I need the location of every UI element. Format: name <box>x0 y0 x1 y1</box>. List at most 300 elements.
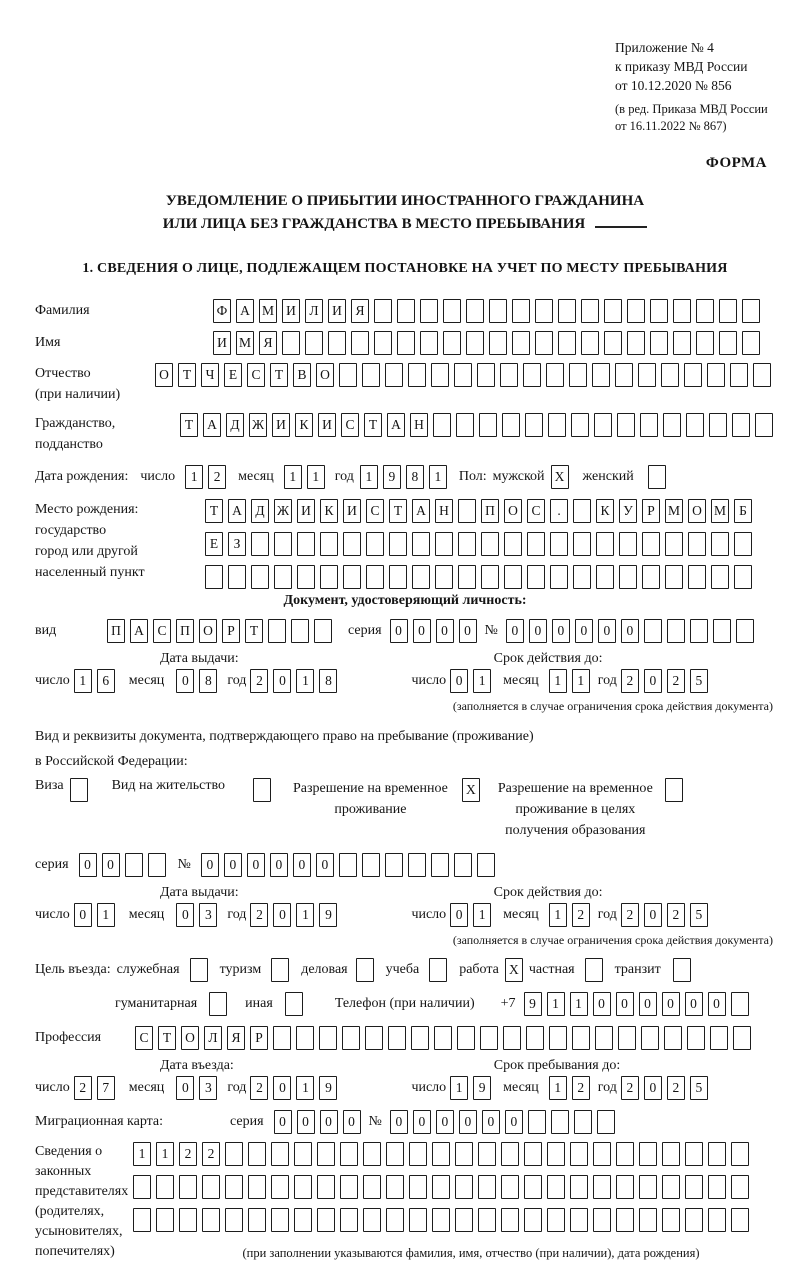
char-cell <box>524 1175 542 1199</box>
char-cell <box>650 299 668 323</box>
char-cell <box>535 331 553 355</box>
char-cell <box>546 363 564 387</box>
char-cell <box>550 565 568 589</box>
char-cell <box>248 1142 266 1166</box>
purpose-transit-checkbox <box>673 958 691 982</box>
char-cell: И <box>272 413 290 437</box>
char-cell: Е <box>205 532 223 556</box>
char-cell <box>685 1175 703 1199</box>
residence-expiry-year-cells <box>621 903 708 927</box>
birth-year-label: год <box>334 469 354 484</box>
char-cell: 1 <box>473 669 491 693</box>
char-cell: 0 <box>459 619 477 643</box>
temp-permit-label: Разрешение на временное проживание <box>292 781 448 817</box>
char-cell: 0 <box>708 992 726 1016</box>
phone-prefix: +7 <box>500 996 516 1011</box>
char-cell <box>340 1208 358 1232</box>
char-cell <box>456 413 474 437</box>
char-cell: К <box>295 413 313 437</box>
char-cell <box>409 1142 427 1166</box>
char-cell <box>504 565 522 589</box>
char-cell <box>351 331 369 355</box>
char-cell <box>619 565 637 589</box>
char-cell <box>512 299 530 323</box>
char-cell: 0 <box>316 853 334 877</box>
birth-day-cells <box>185 465 226 489</box>
char-cell <box>457 1026 475 1050</box>
purpose-business-label: служебная <box>116 962 180 977</box>
purpose-work-label: работа <box>459 962 499 977</box>
char-cell <box>320 532 338 556</box>
char-cell <box>685 1208 703 1232</box>
char-cell: М <box>236 331 254 355</box>
blank-underline <box>595 212 647 228</box>
char-cell: 2 <box>250 669 268 693</box>
given-name-label: Имя <box>35 335 61 350</box>
char-cell: Ж <box>249 413 267 437</box>
char-cell <box>297 532 315 556</box>
char-cell: 0 <box>270 853 288 877</box>
char-cell: Т <box>178 363 196 387</box>
char-cell: О <box>316 363 334 387</box>
identity-expiry-day-label: число <box>411 673 447 688</box>
char-cell <box>432 1142 450 1166</box>
char-cell <box>481 532 499 556</box>
patronymic-cells <box>155 363 771 387</box>
char-cell <box>435 565 453 589</box>
char-cell: 0 <box>505 1110 523 1134</box>
char-cell: 1 <box>296 1076 314 1100</box>
char-cell <box>585 958 603 982</box>
char-cell: 1 <box>549 903 567 927</box>
char-cell: 5 <box>690 1076 708 1100</box>
purpose-tourism-checkbox <box>271 958 289 982</box>
residence-date-labels <box>35 885 775 901</box>
char-cell <box>248 1208 266 1232</box>
char-cell <box>638 363 656 387</box>
residence-expiry-note: (заполняется в случае ограничения срока действия документа) <box>452 933 773 947</box>
char-cell <box>604 299 622 323</box>
char-cell <box>734 565 752 589</box>
char-cell: Е <box>224 363 242 387</box>
char-cell: 2 <box>208 465 226 489</box>
char-cell: О <box>199 619 217 643</box>
profession-row <box>35 1026 775 1050</box>
char-cell <box>477 853 495 877</box>
char-cell <box>271 1208 289 1232</box>
char-cell <box>225 1208 243 1232</box>
purpose-other-checkbox <box>285 992 303 1016</box>
char-cell <box>548 413 566 437</box>
char-cell <box>639 1175 657 1199</box>
identity-expiry-month-label: месяц <box>503 673 539 688</box>
char-cell: Л <box>305 299 323 323</box>
given-name-cells <box>213 331 760 355</box>
char-cell <box>70 778 88 802</box>
char-cell <box>125 853 143 877</box>
citizenship-row <box>35 413 775 455</box>
char-cell: А <box>130 619 148 643</box>
char-cell <box>431 363 449 387</box>
char-cell <box>374 299 392 323</box>
char-cell <box>251 532 269 556</box>
char-cell <box>673 958 691 982</box>
char-cell <box>524 1208 542 1232</box>
char-cell <box>571 413 589 437</box>
char-cell <box>366 532 384 556</box>
char-cell <box>733 1026 751 1050</box>
char-cell: М <box>711 499 729 523</box>
char-cell: 2 <box>179 1142 197 1166</box>
char-cell <box>616 1175 634 1199</box>
migration-series-cells <box>274 1110 361 1134</box>
birth-place-cells-row1 <box>205 499 752 523</box>
char-cell <box>665 778 683 802</box>
sex-female-label: женский <box>582 469 634 484</box>
char-cell: 0 <box>176 1076 194 1100</box>
document-title-line1: УВЕДОМЛЕНИЕ О ПРИБЫТИИ ИНОСТРАННОГО ГРАЖДАНИНА <box>165 193 645 209</box>
char-cell <box>665 565 683 589</box>
char-cell <box>455 1142 473 1166</box>
char-cell <box>644 619 662 643</box>
citizenship-cells <box>180 413 773 437</box>
char-cell <box>547 1175 565 1199</box>
char-cell <box>386 1142 404 1166</box>
char-cell <box>713 619 731 643</box>
edu-permit-label: Разрешение на временное проживание в целях получения образования <box>497 781 653 838</box>
birth-date-label: Дата рождения: <box>35 469 129 484</box>
char-cell: . <box>550 499 568 523</box>
char-cell <box>504 532 522 556</box>
char-cell: Я <box>227 1026 245 1050</box>
entry-year-cells <box>250 1076 337 1100</box>
char-cell: Т <box>364 413 382 437</box>
char-cell <box>248 1175 266 1199</box>
char-cell <box>317 1208 335 1232</box>
char-cell <box>501 1208 519 1232</box>
char-cell <box>597 1110 615 1134</box>
char-cell: 3 <box>199 1076 217 1100</box>
char-cell: 1 <box>133 1142 151 1166</box>
char-cell <box>454 363 472 387</box>
char-cell <box>558 331 576 355</box>
char-cell: 9 <box>473 1076 491 1100</box>
char-cell: 1 <box>547 992 565 1016</box>
char-cell <box>593 1208 611 1232</box>
char-cell: 9 <box>524 992 542 1016</box>
visa-label: Виза <box>35 778 64 793</box>
char-cell: 1 <box>360 465 378 489</box>
char-cell <box>133 1208 151 1232</box>
residence-issue-label: Дата выдачи: <box>160 885 239 900</box>
char-cell <box>273 1026 291 1050</box>
char-cell <box>363 1175 381 1199</box>
char-cell: И <box>318 413 336 437</box>
char-cell <box>547 1208 565 1232</box>
char-cell: 0 <box>293 853 311 877</box>
char-cell <box>616 1208 634 1232</box>
residence-number-label: № <box>177 857 191 872</box>
char-cell: 0 <box>459 1110 477 1134</box>
char-cell <box>294 1175 312 1199</box>
identity-issue-label: Дата выдачи: <box>160 651 239 666</box>
char-cell <box>296 1026 314 1050</box>
char-cell <box>133 1175 151 1199</box>
identity-dates-row <box>35 669 775 693</box>
char-cell: 2 <box>621 669 639 693</box>
char-cell <box>512 331 530 355</box>
char-cell: 1 <box>307 465 325 489</box>
char-cell: 0 <box>685 992 703 1016</box>
char-cell <box>455 1208 473 1232</box>
temp-permit-checkbox <box>462 778 480 802</box>
sex-label: Пол: <box>458 469 487 484</box>
char-cell: О <box>504 499 522 523</box>
char-cell <box>526 1026 544 1050</box>
representatives-cells-row1 <box>133 1142 749 1166</box>
char-cell <box>420 331 438 355</box>
char-cell: О <box>181 1026 199 1050</box>
char-cell: Т <box>245 619 263 643</box>
char-cell <box>388 1026 406 1050</box>
residence-permit-options-row <box>35 778 775 841</box>
char-cell <box>466 331 484 355</box>
char-cell <box>708 1142 726 1166</box>
char-cell <box>363 1142 381 1166</box>
char-cell: 0 <box>74 903 92 927</box>
char-cell: 0 <box>343 1110 361 1134</box>
char-cell <box>648 465 666 489</box>
residence-issue-month-label: месяц <box>128 907 165 922</box>
residence-issue-day-label: число <box>35 907 70 922</box>
char-cell <box>573 499 591 523</box>
purpose-study-label: учеба <box>385 962 420 977</box>
char-cell <box>478 1142 496 1166</box>
char-cell: 0 <box>639 992 657 1016</box>
representatives-block <box>35 1142 775 1262</box>
residence-doc-intro <box>35 724 775 774</box>
char-cell <box>711 532 729 556</box>
char-cell <box>386 1208 404 1232</box>
char-cell: 0 <box>413 619 431 643</box>
char-cell: X <box>462 778 480 802</box>
char-cell <box>432 1175 450 1199</box>
char-cell <box>731 1175 749 1199</box>
identity-series-label: серия <box>348 623 382 638</box>
char-cell <box>688 565 706 589</box>
char-cell <box>477 363 495 387</box>
char-cell <box>356 958 374 982</box>
char-cell: 2 <box>621 1076 639 1100</box>
migration-number-label: № <box>368 1114 382 1129</box>
migration-series-label: серия <box>230 1114 264 1129</box>
profession-label: Профессия <box>35 1030 102 1045</box>
representatives-cells-row2 <box>133 1175 749 1199</box>
entry-date-labels <box>35 1058 775 1074</box>
surname-row <box>35 299 775 323</box>
purpose-business-checkbox <box>190 958 208 982</box>
char-cell <box>271 1142 289 1166</box>
entry-month-cells <box>176 1076 217 1100</box>
char-cell <box>328 331 346 355</box>
char-cell: 0 <box>413 1110 431 1134</box>
char-cell <box>202 1208 220 1232</box>
char-cell <box>731 1208 749 1232</box>
char-cell <box>524 1142 542 1166</box>
residence-permit-checkbox <box>253 778 271 802</box>
birth-month-label: месяц <box>238 469 274 484</box>
char-cell: А <box>228 499 246 523</box>
char-cell <box>547 1142 565 1166</box>
char-cell <box>408 363 426 387</box>
char-cell <box>549 1026 567 1050</box>
purpose-commercial-checkbox <box>356 958 374 982</box>
char-cell <box>593 1175 611 1199</box>
char-cell: 1 <box>549 1076 567 1100</box>
identity-series-cells <box>390 619 477 643</box>
char-cell <box>458 565 476 589</box>
char-cell <box>386 1175 404 1199</box>
char-cell <box>501 1175 519 1199</box>
char-cell <box>314 619 332 643</box>
char-cell: 0 <box>662 992 680 1016</box>
char-cell: С <box>341 413 359 437</box>
char-cell <box>282 331 300 355</box>
char-cell <box>317 1142 335 1166</box>
purpose-row2-phone <box>35 992 775 1016</box>
char-cell <box>640 413 658 437</box>
char-cell: У <box>619 499 637 523</box>
migration-card-label: Миграционная карта: <box>35 1114 164 1129</box>
char-cell <box>594 413 612 437</box>
char-cell <box>294 1142 312 1166</box>
char-cell <box>732 413 750 437</box>
char-cell: 0 <box>644 1076 662 1100</box>
purpose-humanitarian-checkbox <box>209 992 227 1016</box>
char-cell <box>686 413 704 437</box>
char-cell <box>458 499 476 523</box>
char-cell <box>742 299 760 323</box>
char-cell: 0 <box>390 619 408 643</box>
identity-date-labels <box>35 651 775 667</box>
document-title-line2: ИЛИ ЛИЦА БЕЗ ГРАЖДАНСТВА В МЕСТО ПРЕБЫВАНИЯ <box>35 212 775 235</box>
birth-place-cells-row3 <box>205 565 752 589</box>
char-cell <box>708 1175 726 1199</box>
char-cell <box>274 565 292 589</box>
char-cell: 3 <box>199 903 217 927</box>
char-cell: С <box>135 1026 153 1050</box>
residence-expiry-month-cells <box>549 903 590 927</box>
identity-number-cells <box>506 619 754 643</box>
char-cell: И <box>343 499 361 523</box>
representatives-cells-row3 <box>133 1208 749 1232</box>
char-cell <box>435 532 453 556</box>
char-cell: 1 <box>429 465 447 489</box>
char-cell <box>271 958 289 982</box>
char-cell <box>343 565 361 589</box>
char-cell <box>148 853 166 877</box>
char-cell: 0 <box>482 1110 500 1134</box>
char-cell: 1 <box>284 465 302 489</box>
char-cell: 2 <box>572 903 590 927</box>
char-cell: 2 <box>572 1076 590 1100</box>
char-cell: Т <box>180 413 198 437</box>
char-cell <box>592 363 610 387</box>
char-cell <box>569 363 587 387</box>
char-cell <box>650 331 668 355</box>
char-cell <box>156 1208 174 1232</box>
char-cell <box>570 1175 588 1199</box>
char-cell: Р <box>250 1026 268 1050</box>
purpose-row <box>35 958 775 982</box>
char-cell <box>466 299 484 323</box>
char-cell <box>690 619 708 643</box>
char-cell: X <box>505 958 523 982</box>
char-cell <box>489 331 507 355</box>
char-cell <box>688 532 706 556</box>
char-cell <box>661 363 679 387</box>
birth-month-cells <box>284 465 325 489</box>
char-cell <box>596 532 614 556</box>
char-cell: З <box>228 532 246 556</box>
char-cell <box>455 1175 473 1199</box>
char-cell <box>397 331 415 355</box>
char-cell: Я <box>259 331 277 355</box>
char-cell <box>664 1026 682 1050</box>
char-cell <box>385 853 403 877</box>
char-cell <box>627 299 645 323</box>
identity-number-label: № <box>484 623 498 638</box>
char-cell <box>434 1026 452 1050</box>
char-cell <box>412 565 430 589</box>
char-cell <box>397 299 415 323</box>
char-cell <box>480 1026 498 1050</box>
char-cell: С <box>527 499 545 523</box>
char-cell <box>642 532 660 556</box>
char-cell <box>340 1142 358 1166</box>
char-cell: Д <box>251 499 269 523</box>
char-cell: Н <box>435 499 453 523</box>
migration-number-cells <box>390 1110 615 1134</box>
char-cell: 0 <box>390 1110 408 1134</box>
char-cell: 0 <box>247 853 265 877</box>
purpose-label: Цель въезда: <box>35 962 111 977</box>
char-cell <box>432 1208 450 1232</box>
char-cell <box>673 331 691 355</box>
char-cell: 0 <box>274 1110 292 1134</box>
char-cell: Н <box>410 413 428 437</box>
identity-issue-month-cells <box>176 669 217 693</box>
form-label: ФОРМА <box>705 155 767 171</box>
char-cell <box>342 1026 360 1050</box>
char-cell <box>730 363 748 387</box>
char-cell <box>297 565 315 589</box>
birth-place-cells-row2 <box>205 532 752 556</box>
char-cell <box>478 1208 496 1232</box>
char-cell: Р <box>222 619 240 643</box>
char-cell <box>374 331 392 355</box>
purpose-tourism-label: туризм <box>219 962 262 977</box>
section1-body <box>35 299 775 1262</box>
char-cell: И <box>328 299 346 323</box>
purpose-private-checkbox <box>585 958 603 982</box>
char-cell <box>454 853 472 877</box>
patronymic-row <box>35 363 775 405</box>
surname-label: Фамилия <box>35 303 90 318</box>
char-cell: 0 <box>616 992 634 1016</box>
char-cell: 0 <box>224 853 242 877</box>
purpose-commercial-label: деловая <box>301 962 348 977</box>
